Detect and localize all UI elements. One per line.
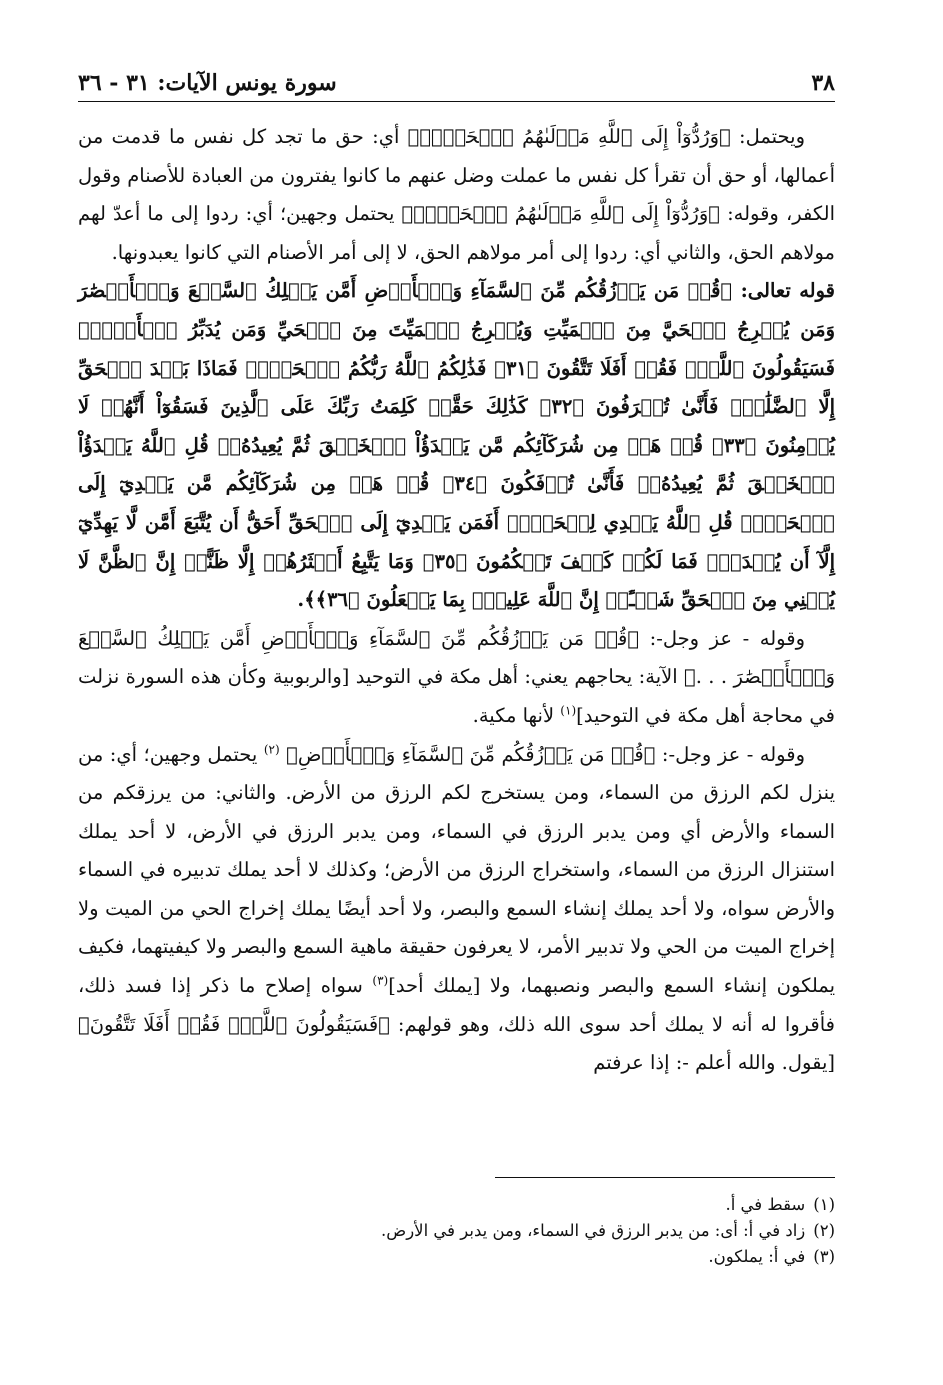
footnotes [78, 1192, 835, 1270]
footnote-3-text: في أ: يملكون. [708, 1247, 806, 1266]
footnote-2 [78, 1218, 835, 1244]
quran-verses: ﴿قُلۡ مَن يَرۡزُقُكُم مِّنَ ٱلسَّمَآءِ وَٱلۡأَرۡضِ أَمَّن يَمۡلِكُ ٱلسَّمۡعَ وَٱلۡأَبۡصَٰرَ وَمَن يُخۡرِجُ ٱلۡحَيَّ مِنَ ٱلۡمَيِّتِ وَيُخۡرِجُ ٱلۡمَيِّتَ مِنَ ٱلۡحَيِّ وَمَن يُدَبِّرُ ٱلۡأَمۡرَۚ فَسَيَقُولُونَ ٱللَّهُۚ فَقُلۡ أَفَلَا تَتَّقُونَ ﴿٣١﴾ فَذَٰلِكُمُ ٱللَّهُ رَبُّكُمُ ٱلۡحَقُّۖ فَمَاذَا بَعۡدَ ٱلۡحَقِّ إِلَّا ٱلضَّلَٰلُۖ فَأَنَّىٰ تُصۡرَفُونَ ﴿٣٢﴾ كَذَٰلِكَ حَقَّتۡ كَلِمَتُ رَبِّكَ عَلَى ٱلَّذِينَ فَسَقُوٓاْ أَنَّهُمۡ لَا يُؤۡمِنُونَ ﴿٣٣﴾ قُلۡ هَلۡ مِن شُرَكَآئِكُم مَّن يَبۡدَؤُاْ ٱلۡخَلۡقَ ثُمَّ يُعِيدُهُۥۚ قُلِ ٱللَّهُ يَبۡدَؤُاْ ٱلۡخَلۡقَ ثُمَّ يُعِيدُهُۥۖ فَأَنَّىٰ تُؤۡفَكُونَ ﴿٣٤﴾ قُلۡ هَلۡ مِن شُرَكَآئِكُم مَّن يَهۡدِيٓ إِلَى ٱلۡحَقِّۚ قُلِ ٱللَّهُ يَهۡدِي لِلۡحَقِّۗ أَفَمَن يَهۡدِيٓ إِلَى ٱلۡحَقِّ أَحَقُّ أَن يُتَّبَعَ أَمَّن لَّا يَهِدِّيٓ إِلَّآ أَن يُهۡدَىٰۖ فَمَا لَكُمۡ كَيۡفَ تَحۡكُمُونَ ﴿٣٥﴾ وَمَا يَتَّبِعُ أَكۡثَرُهُمۡ إِلَّا ظَنًّاۚ إِنَّ ٱلظَّنَّ لَا يُغۡنِي مِنَ ٱلۡحَقِّ شَيۡـًٔاۚ إِنَّ ٱللَّهَ عَلِيمُۢ بِمَا يَفۡعَلُونَ ﴿٣٦﴾﴾. [78, 279, 835, 612]
running-title: سورة يونس الآيات: ٣١ - ٣٦ [78, 70, 337, 96]
paragraph-4 [78, 736, 835, 1083]
paragraph-1 [78, 118, 835, 272]
footnote-ref-3[interactable]: (٣) [372, 973, 389, 988]
footnote-ref-1[interactable]: (١) [560, 703, 577, 718]
paragraph-4-tail: يحتمل وجهين؛ أي: من ينزل لكم الرزق من السماء، ومن يستخرج لكم الرزق من الأرض. والثاني: من يرزقكم من السماء والأرض أي ومن يدبر الرزق في السماء، ومن يدبر الرزق في الأرض، لا أحد يملك استنزال الرزق من السماء، واستخراج الرزق من الأرض؛ وكذلك لا أحد يملك تدبيره في السماء والأرض سواه، ولا أحد يملك إنشاء السمع والبصر، ولا أحد أيضًا يملك إخراج الحي من الميت ولا إخراج الميت من الحي ولا تدبير الأمر، لا يعرفون حقيقة ماهية السمع والبصر ولا كيفيتهما، فكيف يملكون إنشاء السمع والبصر ونصبهما، ولا [يملك أحد] [78, 742, 836, 998]
paragraph-4-tail-2: سواه إصلاح ما ذكر إذا فسد ذلك، فأقروا له أنه لا يملك أحد سوى الله ذلك، وهو قولهم: ﴿فَسَيَقُولُونَ ٱللَّهُۚ فَقُلۡ أَفَلَا تَتَّقُونَ﴾ [يقول. والله أعلم -: إذا عرفتم [78, 974, 835, 1075]
page-number: ٣٨ [811, 70, 835, 96]
paragraph-2 [78, 272, 835, 619]
footnote-1-text: سقط في أ. [725, 1195, 806, 1214]
running-header [78, 56, 835, 96]
paragraph-3-text: وقوله - عز وجل-: ﴿قُلۡ مَن يَرۡزُقُكُم مِّنَ ٱلسَّمَآءِ وَٱلۡأَرۡضِ أَمَّن يَمۡلِكُ ٱلسَّمۡعَ وَٱلۡأَبۡصَٰرَ . . .﴾ الآية: يحاجهم يعني: أهل مكة في التوحيد [والربوبية وكأن هذه السورة نزلت في محاجة أهل مكة في التوحيد] [78, 626, 835, 727]
paragraph-3 [78, 620, 835, 736]
paragraph-4-text: وقوله - عز وجل-: ﴿قُلۡ مَن يَرۡزُقُكُم مِّنَ ٱلسَّمَآءِ وَٱلۡأَرۡضِ﴾ [279, 742, 805, 766]
paragraph-1-text: ويحتمل: ﴿وَرُدُّوٓاْ إِلَى ٱللَّهِ مَوۡلَىٰهُمُ ٱلۡحَقِّۖ﴾ أي: حق ما تجد كل نفس ما قدمت من أعمالها، أو حق أن تقرأ كل نفس ما عملت وضل عنهم ما كانوا يفترون من العبادة للأصنام وقول الكفر، وقوله: ﴿وَرُدُّوٓاْ إِلَى ٱللَّهِ مَوۡلَىٰهُمُ ٱلۡحَقِّۖ﴾ يحتمل وجهين؛ أي: ردوا إلى ما أعدّ لهم مولاهم الحق، والثاني أي: ردوا إلى أمر مولاهم الحق، لا إلى أمر الأصنام التي كانوا يعبدونها. [78, 125, 835, 264]
paragraph-3-tail: لأنها مكية. [472, 703, 561, 727]
footnote-2-number: (٢) [813, 1221, 835, 1240]
footnote-1 [78, 1192, 835, 1218]
footnote-ref-2[interactable]: (٢) [263, 742, 280, 756]
footnote-3 [78, 1244, 835, 1270]
footnote-separator [495, 1177, 835, 1178]
footnote-3-number: (٣) [813, 1247, 835, 1266]
main-text [78, 118, 835, 1083]
footnote-1-number: (١) [813, 1195, 835, 1214]
footnote-2-text: زاد في أ: أى: من يدبر الرزق في السماء، ومن يدبر في الأرض. [381, 1221, 806, 1240]
header-rule [78, 101, 835, 102]
verse-lead: قوله تعالى: [740, 279, 835, 303]
